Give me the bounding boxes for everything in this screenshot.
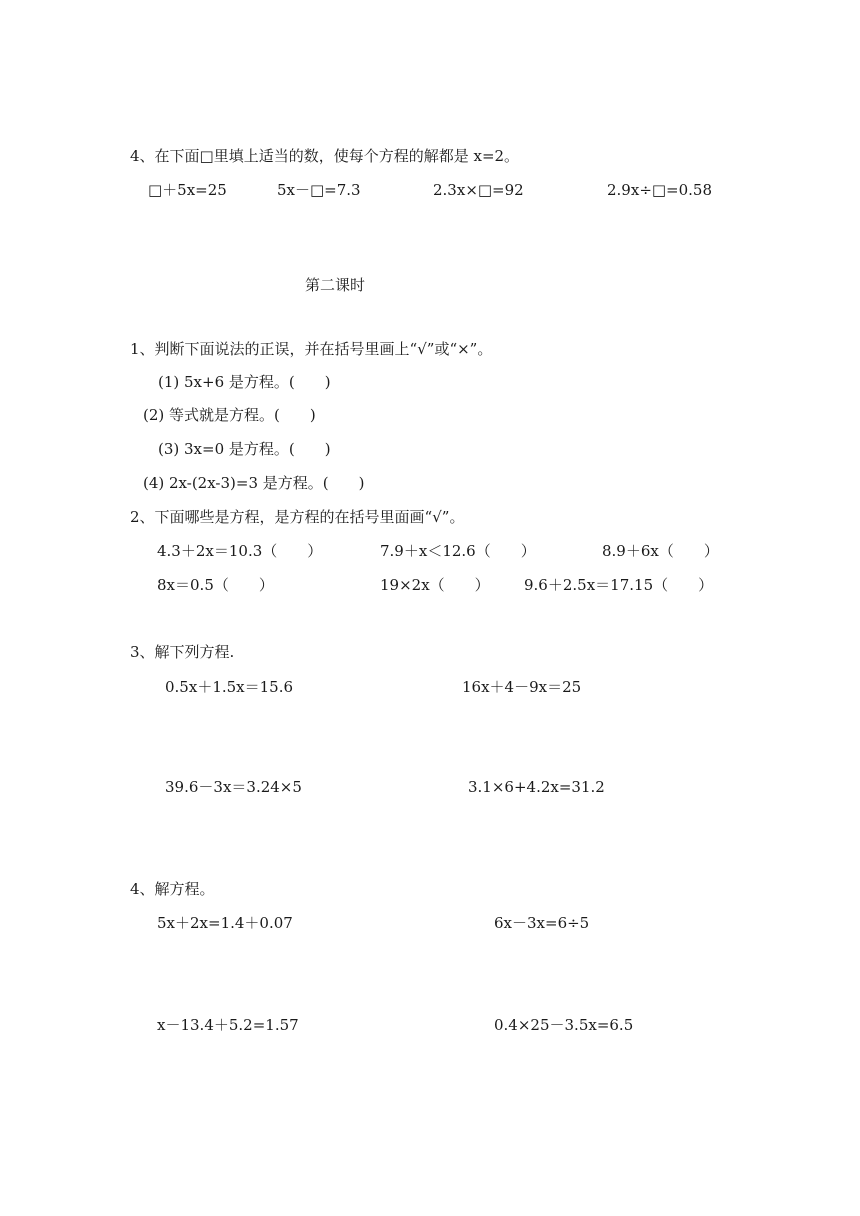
judgement-item-4: (4) 2x-(2x-3)=3 是方程。( ) xyxy=(143,474,365,492)
question-1-title: 1、判断下面说法的正误，并在括号里画上“√”或“×”。 xyxy=(130,340,493,358)
judgement-item-3: (3) 3x=0 是方程。( ) xyxy=(158,440,331,458)
equation-check-4: 8x＝0.5（ ） xyxy=(157,576,274,594)
equation-check-3: 8.9＋6x（ ） xyxy=(602,542,719,560)
solve-equation-3: 39.6－3x＝3.24×5 xyxy=(165,778,302,796)
solve-equation-2: 16x＋4－9x＝25 xyxy=(462,678,582,696)
solve-equation-8: 0.4×25－3.5x=6.5 xyxy=(494,1016,634,1034)
fill-box-equation-2: 5x－□=7.3 xyxy=(277,181,361,199)
question-3-title: 3、解下列方程. xyxy=(130,643,235,661)
question-4-fill-boxes-title: 4、在下面□里填上适当的数，使每个方程的解都是 x=2。 xyxy=(130,147,520,165)
equation-check-5: 19×2x（ ） xyxy=(380,576,490,594)
solve-equation-1: 0.5x＋1.5x＝15.6 xyxy=(165,678,294,696)
equation-check-2: 7.9＋x＜12.6（ ） xyxy=(380,542,536,560)
judgement-item-1: (1) 5x+6 是方程。( ) xyxy=(158,373,331,391)
solve-equation-5: 5x＋2x=1.4＋0.07 xyxy=(157,914,293,932)
question-2-title: 2、下面哪些是方程，是方程的在括号里面画“√”。 xyxy=(130,508,465,526)
question-4-title: 4、解方程。 xyxy=(130,880,215,898)
solve-equation-4: 3.1×6+4.2x=31.2 xyxy=(468,778,605,796)
equation-check-6: 9.6＋2.5x＝17.15（ ） xyxy=(524,576,714,594)
fill-box-equation-4: 2.9x÷□=0.58 xyxy=(607,181,713,199)
solve-equation-7: x－13.4＋5.2=1.57 xyxy=(157,1016,299,1034)
equation-check-1: 4.3＋2x＝10.3（ ） xyxy=(157,542,323,560)
fill-box-equation-3: 2.3x×□=92 xyxy=(433,181,524,199)
fill-box-equation-1: □＋5x=25 xyxy=(148,181,227,199)
lesson-heading: 第二课时 xyxy=(305,276,366,294)
judgement-item-2: (2) 等式就是方程。( ) xyxy=(143,406,316,424)
solve-equation-6: 6x－3x=6÷5 xyxy=(494,914,590,932)
